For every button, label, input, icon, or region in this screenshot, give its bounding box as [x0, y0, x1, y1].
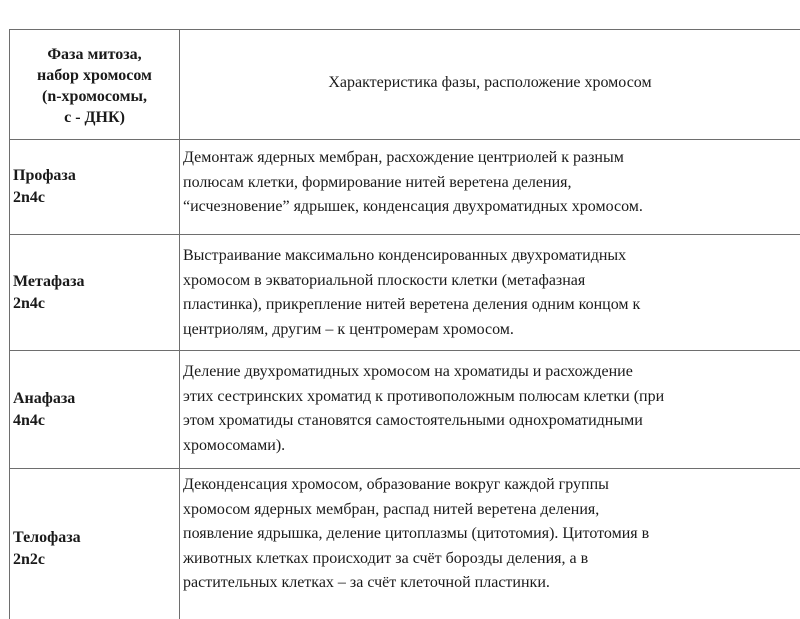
table-row-prophase [10, 140, 800, 235]
mitosis-phases-table [9, 29, 800, 619]
description-line: Деление двухроматидных хромосом на хроматиды и расхождение [183, 360, 796, 385]
description-line: появление ядрышка, деление цитоплазмы (цитотомия). Цитотомия в [183, 522, 796, 547]
description-line: Демонтаж ядерных мембран, расхождение центриолей к разным [183, 146, 796, 171]
description-line: Деконденсация хромосом, образование вокруг каждой группы [183, 473, 796, 498]
phase-name: Метафаза [13, 271, 179, 293]
chromosome-set: 4n4c [13, 410, 179, 432]
phase-cell [10, 469, 180, 619]
phase-cell [10, 351, 180, 469]
phase-name: Телофаза [13, 527, 179, 549]
header-phase-column [10, 30, 180, 140]
description-line: растительных клетках – за счёт клеточной пластинки. [183, 571, 796, 596]
description-line: этих сестринских хроматид к противоположным полюсам клетки (при [183, 385, 796, 410]
header-phase-line: с - ДНК) [14, 107, 175, 128]
header-phase-line: набор хромосом [14, 65, 175, 86]
description-line: хромосомами). [183, 434, 796, 459]
phase-name: Анафаза [13, 388, 179, 410]
description-line: “исчезновение” ядрышек, конденсация двухроматидных хромосом. [183, 195, 796, 220]
table-row-telophase [10, 469, 800, 619]
table-row-metaphase [10, 235, 800, 351]
description-cell [180, 351, 800, 469]
chromosome-set: 2n2c [13, 549, 179, 571]
description-line: животных клетках происходит за счёт борозды деления, а в [183, 547, 796, 572]
description-line: пластинка), прикрепление нитей веретена деления одним концом к [183, 293, 796, 318]
phase-name: Профаза [13, 165, 179, 187]
description-line: Выстраивание максимально конденсированных двухроматидных [183, 244, 796, 269]
description-line: хромосом ядерных мембран, распад нитей веретена деления, [183, 498, 796, 523]
description-cell [180, 235, 800, 351]
mitosis-table-container [9, 29, 800, 619]
header-description-column: Характеристика фазы, расположение хромосом [180, 30, 800, 140]
chromosome-set: 2n4c [13, 187, 179, 209]
phase-cell [10, 140, 180, 235]
header-phase-line: (n-хромосомы, [14, 86, 175, 107]
description-line: этом хроматиды становятся самостоятельными однохроматидными [183, 409, 796, 434]
description-line: хромосом в экваториальной плоскости клетки (метафазная [183, 269, 796, 294]
description-cell [180, 140, 800, 235]
description-line: полюсам клетки, формирование нитей веретена деления, [183, 171, 796, 196]
chromosome-set: 2n4c [13, 293, 179, 315]
description-cell [180, 469, 800, 619]
phase-cell [10, 235, 180, 351]
header-phase-line: Фаза митоза, [14, 44, 175, 65]
table-header-row [10, 30, 800, 140]
description-line: центриолям, другим – к центромерам хромосом. [183, 318, 796, 343]
table-row-anaphase [10, 351, 800, 469]
